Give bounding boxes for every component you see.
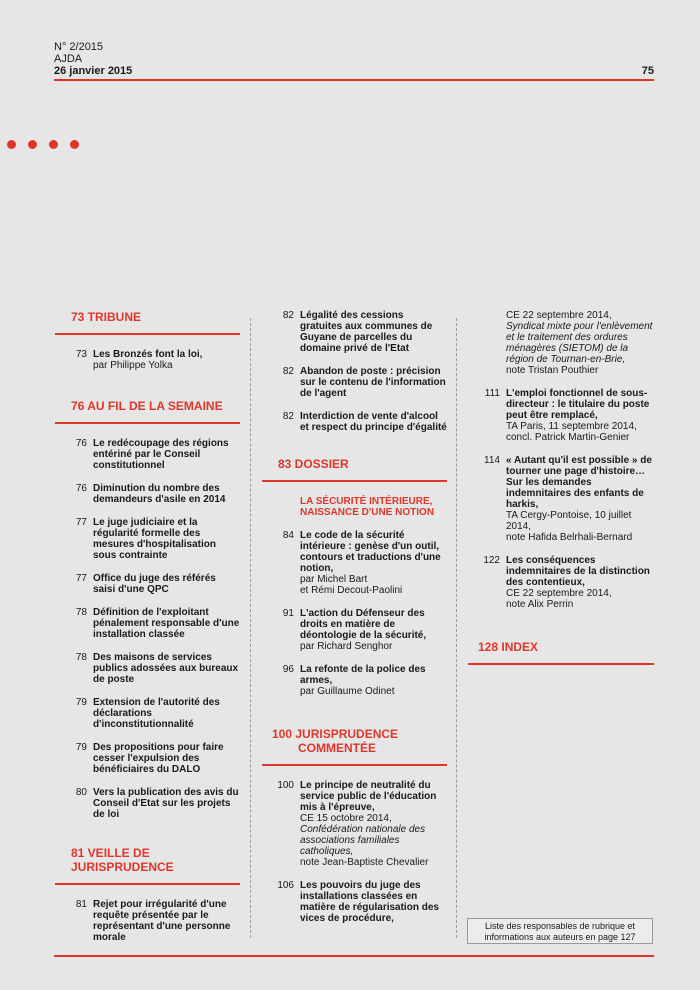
entry-title: Légalité des cessions gratuites aux communes de Guyane de parcelles du domaine privé de l'Etat — [300, 310, 433, 354]
toc-column-2 — [262, 310, 447, 936]
entry-page: 106 — [277, 880, 294, 891]
entry-page: 80 — [75, 787, 87, 798]
entry-author: par Philippe Yolka — [93, 360, 173, 371]
entry-title: Rejet pour irrégularité d'une requête présentée par le représentant d'une personne morale — [93, 899, 231, 943]
header-rule — [54, 79, 654, 81]
section-title-line: 100 JURISPRUDENCE — [272, 727, 399, 741]
section-title[interactable]: 76 AU FIL DE LA SEMAINE — [55, 399, 240, 424]
entry-page: 100 — [277, 780, 294, 791]
toc-entry[interactable] — [262, 310, 447, 354]
toc-entry[interactable] — [55, 697, 240, 730]
dot-icon — [7, 140, 16, 149]
toc-entry[interactable] — [55, 349, 240, 371]
entry-court: TA Paris, 11 septembre 2014, — [506, 421, 637, 432]
toc-entry[interactable] — [468, 455, 654, 543]
dossier-subtitle: LA SÉCURITÉ INTÉRIEURE, NAISSANCE D'UNE NOTION — [300, 496, 435, 518]
entry-title: L'emploi fonctionnel de sous-directeur : le titulaire du poste peut être remplacé, — [506, 388, 650, 421]
entry-case: Confédération nationale des associations familiales catholiques, — [300, 824, 426, 857]
entry-author: par Michel Bart — [300, 574, 368, 585]
section-title[interactable]: 81 VEILLE DE JURISPRUDENCE — [55, 846, 240, 885]
entry-title: Office du juge des référés saisi d'une QPC — [93, 573, 216, 595]
entry-page: 77 — [75, 573, 87, 584]
section-au-fil — [55, 399, 240, 820]
toc-entry[interactable] — [262, 411, 447, 433]
entry-title: Le principe de neutralité du service public de l'éducation mis à l'épreuve, — [300, 780, 437, 813]
entry-court: TA Cergy-Pontoise, 10 juillet 2014, — [506, 510, 632, 532]
entry-court: CE 22 septembre 2014, — [506, 588, 612, 599]
entry-page: 76 — [75, 438, 87, 449]
section-index — [468, 640, 654, 665]
entry-author: concl. Patrick Martin-Genier — [506, 432, 630, 443]
toc-entry[interactable] — [55, 742, 240, 775]
column-separator — [250, 318, 251, 938]
entry-page: 114 — [484, 455, 500, 466]
entry-title: La refonte de la police des armes, — [300, 664, 426, 686]
column-separator — [456, 318, 457, 938]
entry-page: 81 — [75, 899, 87, 910]
toc-entry[interactable] — [468, 555, 654, 610]
entry-title: Des propositions pour faire cesser l'expulsion des bénéficiaires du DALO — [93, 742, 224, 775]
entry-author: et Rémi Decout-Paolini — [300, 585, 403, 596]
toc-entry[interactable] — [262, 664, 447, 697]
toc-column-1 — [55, 310, 240, 955]
entry-title: L'action du Défenseur des droits en matière de déontologie de la sécurité, — [300, 608, 427, 641]
entry-page: 73 — [75, 349, 87, 360]
section-tribune — [55, 310, 240, 371]
section-title[interactable] — [262, 727, 447, 766]
toc-entry[interactable] — [262, 780, 447, 868]
journal-name: AJDA — [54, 53, 83, 65]
dot-icon — [28, 140, 37, 149]
toc-entry[interactable] — [262, 366, 447, 399]
entry-title: Interdiction de vente d'alcool et respect du principe d'égalité — [300, 411, 447, 433]
entry-title: Extension de l'autorité des déclarations d'inconstitutionnalité — [93, 697, 220, 730]
section-jurisprudence — [262, 727, 447, 924]
entry-title: Abandon de poste : précision sur le contenu de l'information de l'agent — [300, 366, 446, 399]
entry-title: Le redécoupage des régions entériné par le Conseil constitutionnel — [93, 438, 229, 471]
footer-rule — [54, 955, 654, 957]
entry-author: par Richard Senghor — [300, 641, 393, 652]
entry-page: 82 — [282, 366, 294, 377]
entry-author: note Tristan Pouthier — [506, 365, 599, 376]
decorative-dots — [7, 136, 91, 154]
entry-page: 82 — [282, 310, 294, 321]
issue-number: N° 2/2015 — [54, 41, 104, 53]
entry-case: Syndicat mixte pour l'enlèvement et le traitement des ordures ménagères (SIETOM) de la région de Tournan-en-Brie, — [506, 321, 653, 365]
entry-page: 122 — [483, 555, 500, 566]
section-title-line: COMMENTÉE — [298, 741, 376, 755]
entry-title: « Autant qu'il est possible » de tourner une page d'histoire… Sur les demandes indemnitaires des enfants de harkis, — [506, 455, 652, 510]
entry-title: Des maisons de services publics adossées aux bureaux de poste — [93, 652, 239, 685]
entry-title: Le juge judiciaire et la régularité formelle des mesures d'hospitalisation sous contrainte — [93, 517, 216, 561]
toc-entry[interactable] — [468, 388, 654, 443]
authors-info-note: Liste des responsables de rubrique et informations aux auteurs en page 127 — [467, 918, 653, 944]
entry-title: Définition de l'exploitant pénalement responsable d'une installation classée — [93, 607, 240, 640]
toc-column-3 — [468, 310, 654, 679]
entry-author: note Jean-Baptiste Chevalier — [300, 857, 429, 868]
toc-entry[interactable] — [262, 608, 447, 652]
page-number: 75 — [641, 65, 654, 77]
dot-icon — [70, 140, 79, 149]
toc-entry[interactable] — [55, 438, 240, 471]
entry-title: Diminution du nombre des demandeurs d'asile en 2014 — [93, 483, 226, 505]
toc-entry[interactable] — [55, 787, 240, 820]
issue-date: 26 janvier 2015 — [54, 65, 133, 77]
entry-title: Les conséquences indemnitaires de la distinction des contentieux, — [506, 555, 650, 588]
entry-title: Les Bronzés font la loi, — [93, 349, 203, 360]
dot-icon — [49, 140, 58, 149]
entry-title: Le code de la sécurité intérieure : genèse d'un outil, contours et traductions d'une notion, — [300, 530, 441, 574]
toc-entry[interactable] — [262, 880, 447, 924]
toc-entry[interactable] — [55, 517, 240, 561]
entry-page: 111 — [484, 388, 500, 399]
entry-author: note Alix Perrin — [506, 599, 574, 610]
entry-title: Les pouvoirs du juge des installations classées en matière de régularisation des vices de procédure, — [300, 880, 439, 924]
entry-page: 78 — [75, 652, 87, 663]
entry-author: par Guillaume Odinet — [300, 686, 395, 697]
toc-entry[interactable] — [55, 607, 240, 640]
section-veille — [55, 846, 240, 943]
entry-page: 76 — [75, 483, 87, 494]
entry-page: 78 — [75, 607, 87, 618]
section-title[interactable]: 73 TRIBUNE — [55, 310, 240, 335]
entry-page: 82 — [282, 411, 294, 422]
toc-entry[interactable] — [262, 530, 447, 596]
toc-entry[interactable] — [55, 899, 240, 943]
entry-page: 79 — [75, 697, 87, 708]
page-header — [54, 41, 654, 77]
entry-author: note Hafida Belrhali-Bernard — [506, 532, 633, 543]
entry-page — [468, 310, 506, 376]
section-title[interactable]: 83 DOSSIER — [262, 457, 447, 482]
section-dossier — [262, 457, 447, 697]
entry-page: 77 — [75, 517, 87, 528]
entry-title: Vers la publication des avis du Conseil d'Etat sur les projets de loi — [93, 787, 239, 820]
toc-entry[interactable] — [55, 483, 240, 505]
entry-page: 96 — [282, 664, 294, 675]
toc-entry-continued[interactable] — [468, 310, 654, 376]
entry-page: 79 — [75, 742, 87, 753]
entry-page: 91 — [282, 608, 294, 619]
toc-entry[interactable] — [55, 652, 240, 685]
entry-court: CE 22 septembre 2014, — [506, 310, 612, 321]
entry-court: CE 15 octobre 2014, — [300, 813, 392, 824]
section-title[interactable]: 128 INDEX — [468, 640, 654, 665]
toc-entry[interactable] — [55, 573, 240, 595]
entry-page: 84 — [282, 530, 294, 541]
